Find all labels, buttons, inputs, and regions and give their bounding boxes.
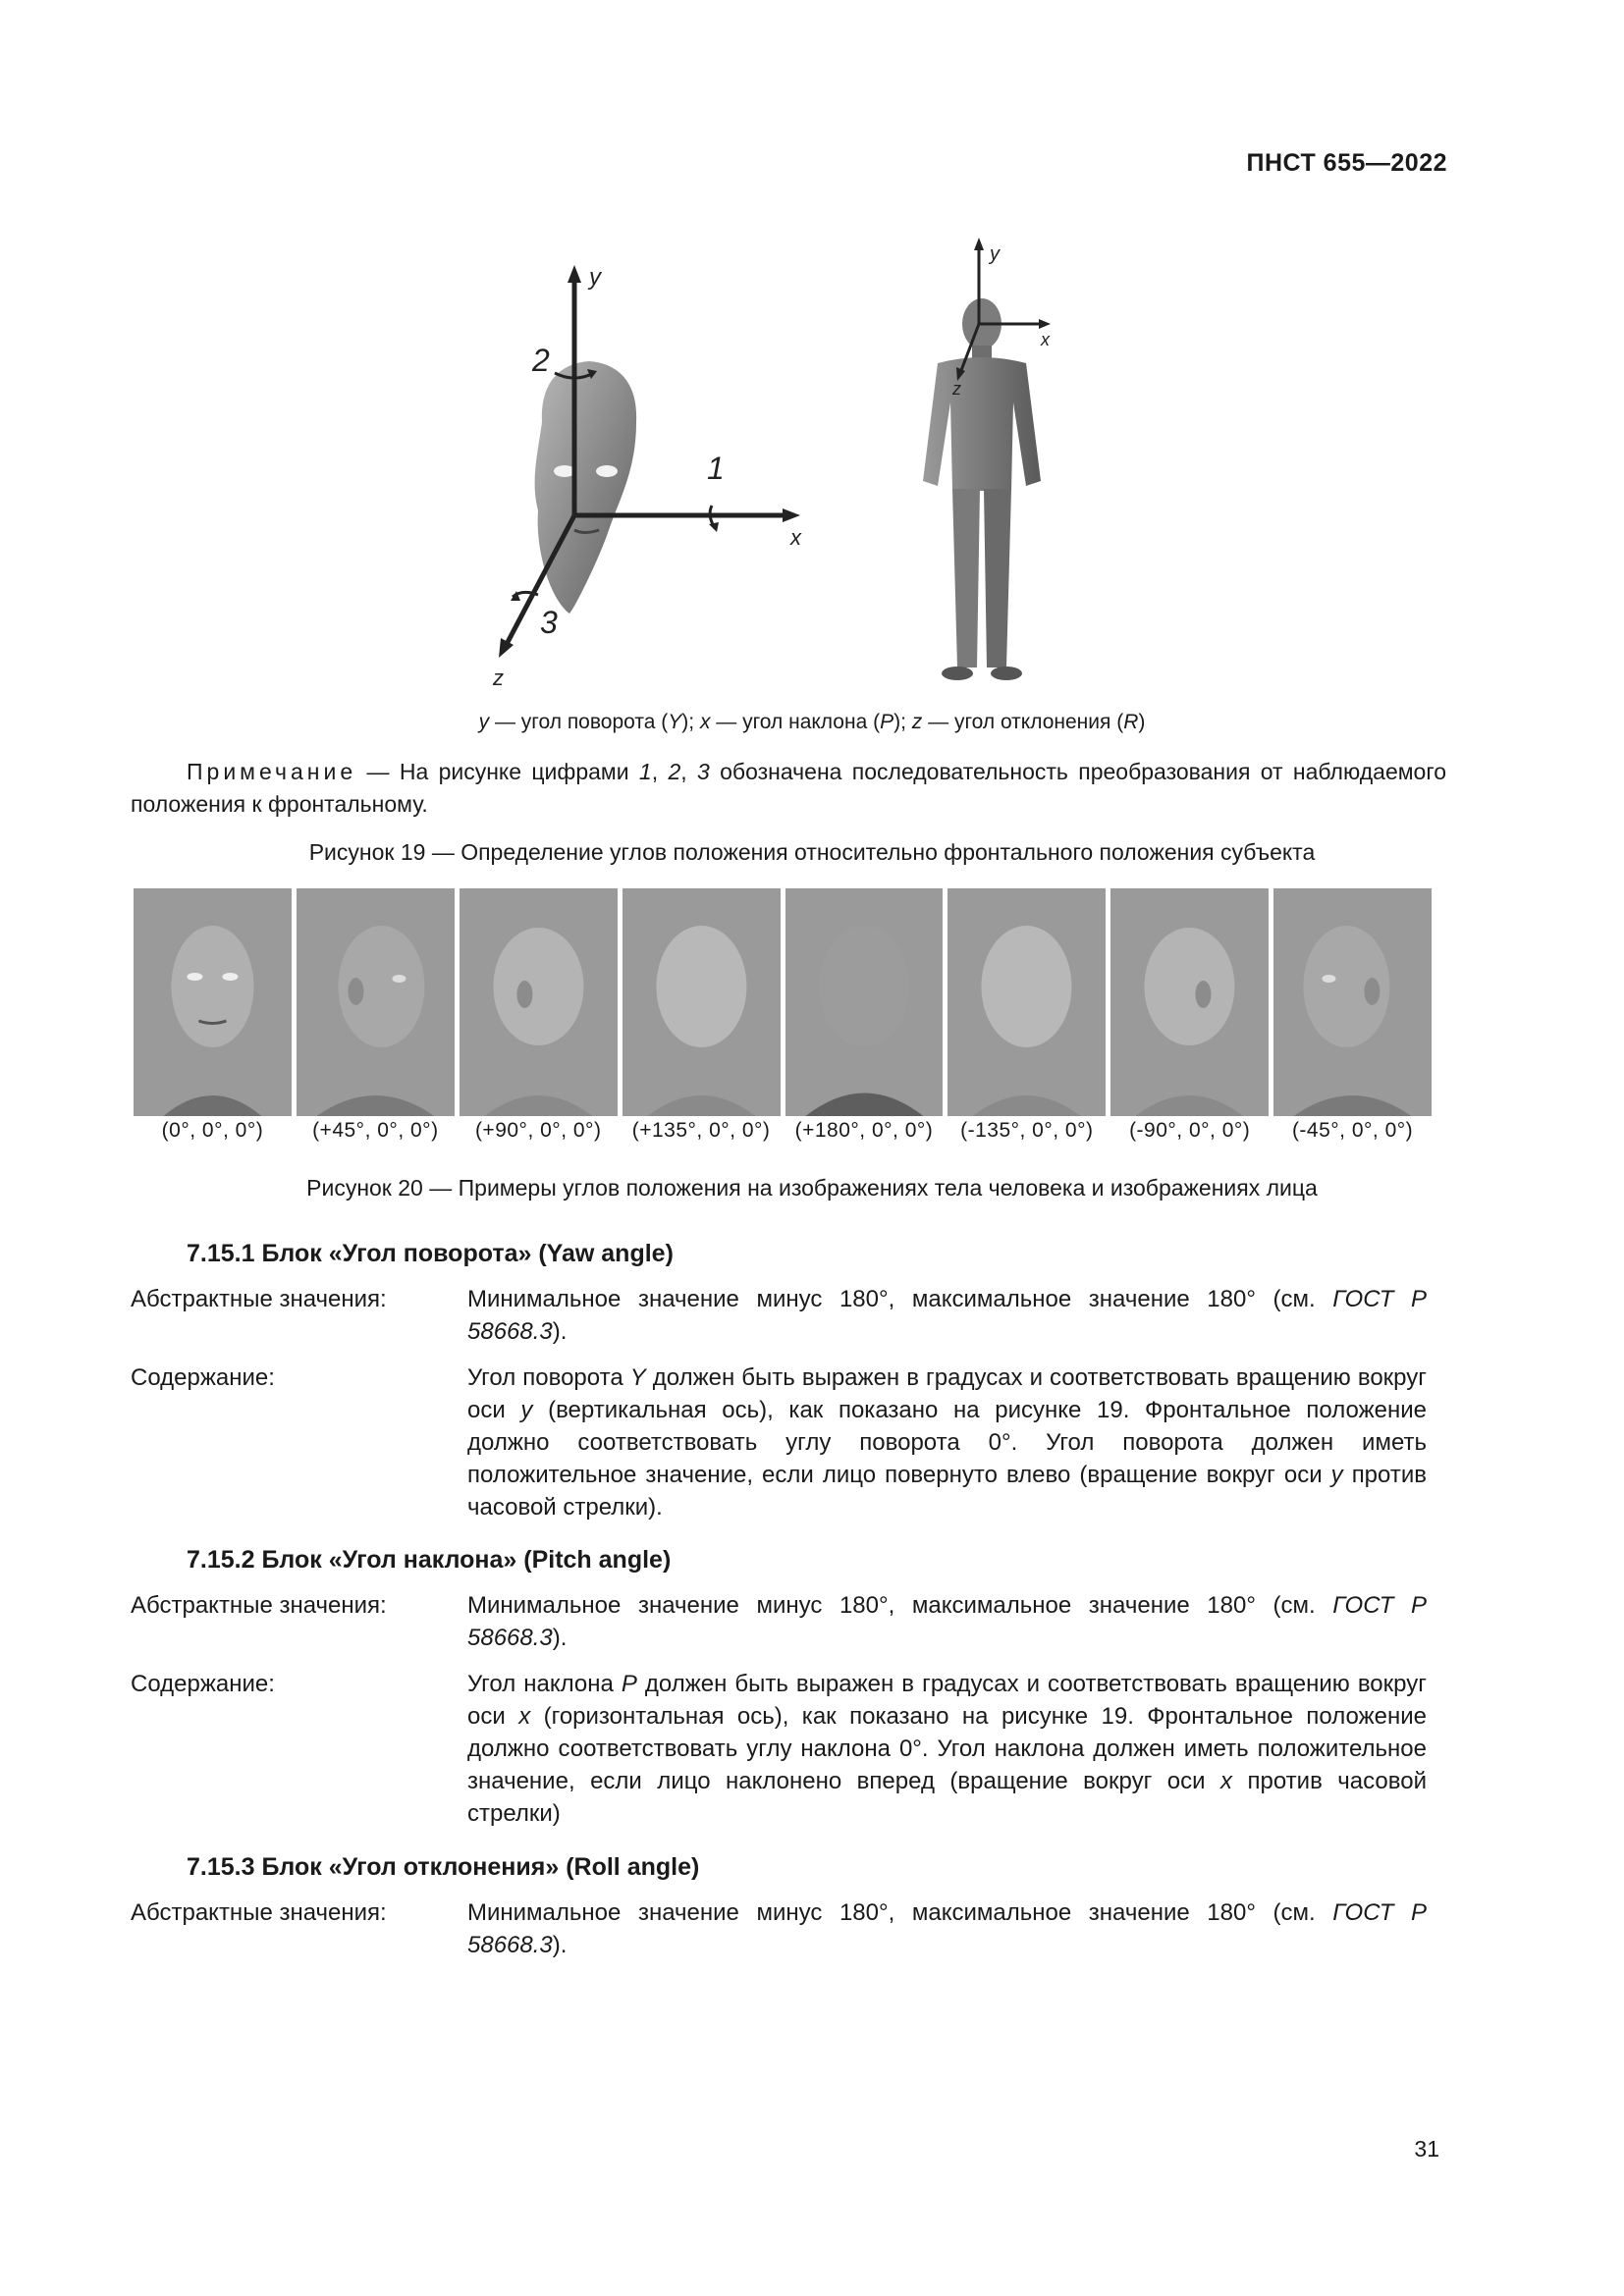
angle-label: (+45°, 0°, 0°): [312, 1119, 439, 1142]
body-figure: [923, 238, 1051, 680]
content-text: Угол наклона P должен быть выражен в градусах и соответствовать вращению вокруг оси x (горизонтальная ось), как показано на рисунке 19. Фронтальное положение должно соответствовать углу наклона 0°. Угол наклона должен иметь положительное значение, если лицо наклонено вперед (вращение вокруг оси x против часовой стрелки): [467, 1671, 1428, 1827]
abstract-values-label: Абстрактные значения:: [131, 1286, 387, 1312]
head-pose-image: [785, 888, 944, 1116]
head-pose-image: [460, 888, 618, 1116]
abstract-values-text: Минимальное значение минус 180°, максимальное значение 180° (см. ГОСТ Р 58668.3).: [467, 1286, 1427, 1345]
figure-20-angle-labels: [134, 1119, 1432, 1143]
figure-19-legend: y — угол поворота (Y); x — угол наклона (P); z — угол отклонения (R): [478, 711, 1146, 733]
axis-label-z: z: [493, 666, 504, 690]
figure-19-diagram: [461, 236, 1149, 697]
abstract-values-text: Минимальное значение минус 180°, максимальное значение 180° (см. ГОСТ Р 58668.3).: [467, 1899, 1427, 1958]
body-axis-label-y: y: [990, 243, 1000, 265]
section-title-yaw: 7.15.1 Блок «Угол поворота» (Yaw angle): [187, 1240, 674, 1267]
head-pose-image: [297, 888, 455, 1116]
section-title-roll: 7.15.3 Блок «Угол отклонения» (Roll angle): [187, 1853, 700, 1881]
angle-label: (+90°, 0°, 0°): [474, 1119, 602, 1142]
content-label: Содержание:: [131, 1671, 275, 1697]
abstract-values-text: Минимальное значение минус 180°, максимальное значение 180° (см. ГОСТ Р 58668.3).: [467, 1592, 1427, 1651]
content-text: Угол поворота Y должен быть выражен в градусах и соответствовать вращению вокруг оси y (вертикальная ось), как показано на рисунке 19. Фронтальное положение должно соответствовать углу поворота 0°. Угол поворота должен иметь положительное значение, если лицо повернуто влево (вращение вокруг оси y против часовой стрелки).: [467, 1364, 1428, 1521]
axis-label-x: x: [790, 525, 801, 550]
document-code: ПНСТ 655—2022: [1246, 149, 1447, 177]
head-pose-image: [623, 888, 781, 1116]
angle-label: (+180°, 0°, 0°): [794, 1119, 934, 1142]
figure-19-caption: Рисунок 19 — Определение углов положения относительно фронтального положения субъекта: [308, 839, 1316, 865]
angle-label: (-45°, 0°, 0°): [1291, 1119, 1414, 1142]
page-number: 31: [1414, 2136, 1439, 2162]
axis-label-y: y: [589, 264, 601, 291]
figure-20-caption: Рисунок 20 — Примеры углов положения на изображениях тела человека и изображениях лица: [306, 1175, 1318, 1201]
content-label: Содержание:: [131, 1364, 275, 1391]
angle-label: (+135°, 0°, 0°): [631, 1119, 771, 1142]
abstract-values-label: Абстрактные значения:: [131, 1592, 387, 1619]
angle-label: (-90°, 0°, 0°): [1129, 1119, 1251, 1142]
head-pose-image: [1110, 888, 1269, 1116]
rotation-number-3: 3: [540, 605, 558, 640]
figure-20-image-strip: [134, 888, 1432, 1116]
angle-label: (-135°, 0°, 0°): [960, 1119, 1094, 1142]
head-pose-image: [947, 888, 1106, 1116]
head-pose-image: [1273, 888, 1432, 1116]
section-title-pitch: 7.15.2 Блок «Угол наклона» (Pitch angle): [187, 1546, 672, 1574]
rotation-number-2: 2: [532, 343, 550, 378]
head-pose-image: [134, 888, 292, 1116]
face-mask: [535, 361, 637, 614]
angle-label: (0°, 0°, 0°): [161, 1119, 264, 1142]
rotation-number-1: 1: [707, 451, 725, 486]
body-axis-label-z: z: [952, 379, 961, 399]
abstract-values-label: Абстрактные значения:: [131, 1899, 387, 1926]
body-axis-label-x: x: [1041, 330, 1050, 349]
figure-19-note: Примечание — На рисунке цифрами 1, 2, 3 обозначена последовательность преобразования от наблюдаемого положения к фронтальному.: [131, 759, 1447, 817]
